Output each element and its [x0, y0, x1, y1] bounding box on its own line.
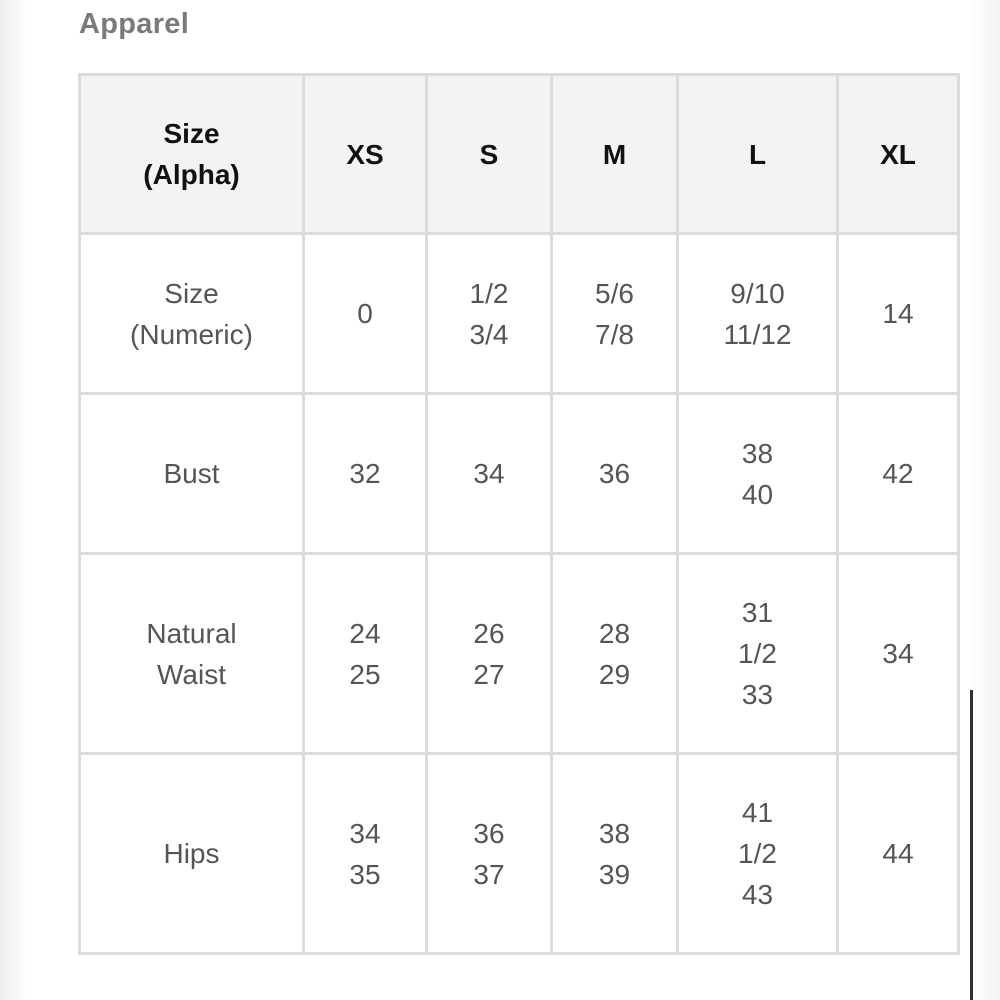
- table-cell: 5/6 7/8: [552, 234, 678, 394]
- scroll-indicator[interactable]: [970, 690, 973, 1000]
- table-cell: 36: [552, 394, 678, 554]
- table-row: [80, 394, 959, 554]
- table-row: [80, 554, 959, 754]
- table-cell: 32: [304, 394, 427, 554]
- header-size-alpha: Size (Alpha): [80, 75, 304, 234]
- table-cell: 26 27: [427, 554, 552, 754]
- right-margin-shadow: [970, 0, 1000, 1000]
- table-cell: 0: [304, 234, 427, 394]
- header-xs: XS: [304, 75, 427, 234]
- table-cell: 14: [838, 234, 959, 394]
- table-row: [80, 234, 959, 394]
- row-label-hips: Hips: [80, 754, 304, 954]
- table-row: [80, 754, 959, 954]
- size-chart-table: [78, 73, 960, 955]
- table-cell: 28 29: [552, 554, 678, 754]
- section-title: Apparel: [79, 8, 190, 40]
- table-cell: 44: [838, 754, 959, 954]
- table-cell: 24 25: [304, 554, 427, 754]
- table-cell: 38 39: [552, 754, 678, 954]
- table-cell: 42: [838, 394, 959, 554]
- table-cell: 34: [838, 554, 959, 754]
- table-cell: 38 40: [678, 394, 838, 554]
- table-cell: 41 1/2 43: [678, 754, 838, 954]
- row-label-bust: Bust: [80, 394, 304, 554]
- left-margin-shadow: [0, 0, 26, 1000]
- header-m: M: [552, 75, 678, 234]
- header-s: S: [427, 75, 552, 234]
- table-cell: 1/2 3/4: [427, 234, 552, 394]
- table-cell: 34: [427, 394, 552, 554]
- row-label-size-numeric: Size (Numeric): [80, 234, 304, 394]
- row-label-natural-waist: Natural Waist: [80, 554, 304, 754]
- header-xl: XL: [838, 75, 959, 234]
- table-header-row: [80, 75, 959, 234]
- table-cell: 31 1/2 33: [678, 554, 838, 754]
- table-cell: 34 35: [304, 754, 427, 954]
- table-cell: 36 37: [427, 754, 552, 954]
- header-l: L: [678, 75, 838, 234]
- table-cell: 9/10 11/12: [678, 234, 838, 394]
